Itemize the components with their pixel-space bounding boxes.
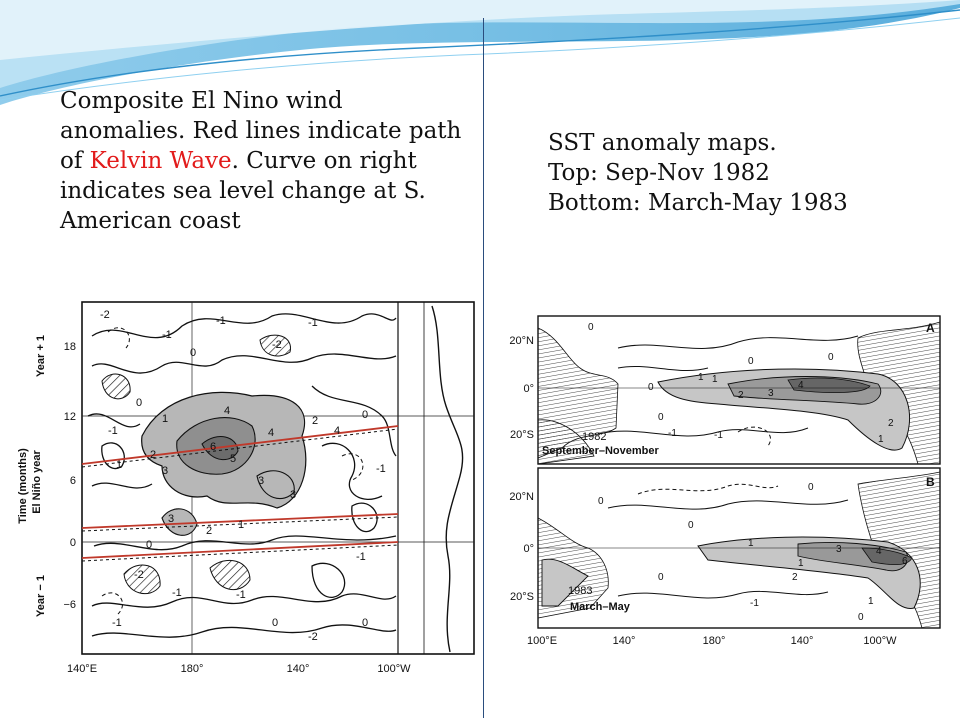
svg-text:20°N: 20°N [509, 335, 534, 347]
y-axis-title-el-nino-year: El Niño year [31, 450, 43, 514]
svg-text:0: 0 [598, 496, 604, 507]
svg-text:-2: -2 [272, 339, 282, 351]
svg-text:2: 2 [738, 390, 744, 401]
caption-right-line3: Bottom: March-May 1983 [548, 190, 848, 216]
svg-text:180°: 180° [702, 635, 726, 647]
svg-text:1: 1 [748, 538, 754, 549]
hovmoller-svg [12, 296, 482, 684]
svg-text:-1: -1 [112, 617, 122, 629]
svg-text:0: 0 [688, 520, 694, 531]
label-year-plus-one: Year + 1 [35, 335, 47, 377]
svg-text:-1: -1 [108, 425, 118, 437]
svg-text:0: 0 [136, 397, 143, 409]
caption-sst-maps [548, 128, 928, 218]
svg-text:-2: -2 [134, 569, 144, 581]
svg-text:140°: 140° [612, 635, 636, 647]
svg-text:20°S: 20°S [510, 429, 534, 441]
svg-text:1: 1 [798, 558, 804, 569]
svg-text:4: 4 [334, 425, 341, 437]
svg-text:0: 0 [362, 617, 369, 629]
svg-text:-1: -1 [668, 428, 677, 439]
svg-text:3: 3 [162, 465, 169, 477]
label-year-minus-one: Year − 1 [35, 575, 47, 617]
svg-text:100°W: 100°W [863, 635, 897, 647]
svg-text:1: 1 [878, 434, 884, 445]
svg-text:5: 5 [230, 453, 237, 465]
panel-b-letter: B [926, 475, 935, 489]
sst-lon-labels [527, 635, 897, 647]
svg-text:0: 0 [69, 537, 76, 549]
svg-text:0: 0 [190, 347, 197, 359]
svg-text:0: 0 [146, 539, 153, 551]
svg-text:140°: 140° [286, 663, 310, 675]
x-axis-ticks [67, 663, 411, 675]
svg-text:0: 0 [658, 572, 664, 583]
wind-anomaly-hovmoller-figure [12, 296, 482, 684]
svg-text:4: 4 [268, 427, 275, 439]
svg-text:-1: -1 [714, 430, 723, 441]
svg-text:100°W: 100°W [377, 663, 411, 675]
svg-text:20°N: 20°N [509, 491, 534, 503]
svg-text:-1: -1 [216, 315, 226, 327]
svg-text:1: 1 [162, 413, 169, 425]
svg-text:-1: -1 [236, 589, 246, 601]
svg-text:-1: -1 [172, 587, 182, 599]
svg-text:2: 2 [206, 525, 213, 537]
kelvin-wave-highlight: Kelvin Wave [89, 148, 232, 174]
svg-text:-1: -1 [162, 329, 172, 341]
svg-text:1: 1 [116, 459, 123, 471]
svg-text:3: 3 [168, 513, 175, 525]
panel-a-year: 1982 [582, 431, 607, 443]
svg-text:0: 0 [808, 482, 814, 493]
caption-right-line1: SST anomaly maps. [548, 130, 777, 156]
svg-text:0: 0 [658, 412, 664, 423]
svg-text:0: 0 [362, 409, 369, 421]
sst-anomaly-maps-figure [498, 308, 946, 658]
svg-text:3: 3 [290, 489, 297, 501]
svg-text:0: 0 [828, 352, 834, 363]
caption-wind-anomalies [60, 86, 470, 236]
panel-a-letter: A [926, 321, 935, 335]
svg-text:140°E: 140°E [66, 663, 98, 675]
svg-text:2: 2 [150, 449, 157, 461]
svg-text:−6: −6 [63, 599, 76, 611]
svg-text:6: 6 [69, 475, 76, 487]
svg-text:1: 1 [712, 374, 718, 385]
svg-text:1: 1 [698, 372, 704, 383]
sst-maps-svg [498, 308, 946, 658]
y-axis-title-time: Time (months) [17, 448, 29, 524]
svg-text:0: 0 [858, 612, 864, 623]
panel-a-season: September–November [542, 445, 659, 457]
panel-b-year: 1983 [568, 585, 593, 597]
svg-text:0°: 0° [523, 543, 534, 555]
svg-text:0: 0 [648, 382, 654, 393]
svg-text:2: 2 [312, 415, 319, 427]
svg-text:4: 4 [224, 405, 231, 417]
svg-text:100°E: 100°E [526, 635, 558, 647]
svg-text:0: 0 [272, 617, 279, 629]
caption-left-part2: . Curve on right indicates sea level change at S. American coast [60, 148, 426, 234]
svg-text:0: 0 [748, 356, 754, 367]
caption-left-part1: Composite El Nino wind anomalies. Red lines indicate path of [60, 88, 462, 174]
svg-text:3: 3 [836, 544, 842, 555]
svg-text:3: 3 [258, 475, 265, 487]
svg-text:1: 1 [868, 596, 874, 607]
svg-text:6: 6 [210, 441, 217, 453]
svg-text:12: 12 [63, 411, 76, 423]
svg-text:0°: 0° [523, 383, 534, 395]
svg-text:20°S: 20°S [510, 591, 534, 603]
svg-text:6: 6 [902, 556, 908, 567]
sst-panel-b [538, 468, 940, 628]
svg-text:3: 3 [768, 388, 774, 399]
svg-text:140°: 140° [790, 635, 814, 647]
svg-text:180°: 180° [180, 663, 204, 675]
sst-lat-labels [509, 335, 534, 603]
svg-text:0: 0 [588, 322, 594, 333]
svg-text:4: 4 [798, 380, 804, 391]
svg-text:2: 2 [792, 572, 798, 583]
svg-text:-2: -2 [100, 309, 110, 321]
caption-right-line2: Top: Sep-Nov 1982 [548, 160, 770, 186]
y-axis-ticks [63, 341, 76, 611]
svg-text:-1: -1 [376, 463, 386, 475]
sst-panel-a [538, 316, 940, 464]
svg-text:-2: -2 [308, 631, 318, 643]
svg-text:1: 1 [238, 519, 245, 531]
column-divider [483, 18, 484, 718]
svg-text:2: 2 [888, 418, 894, 429]
panel-b-season: March–May [570, 601, 630, 613]
svg-text:-1: -1 [356, 551, 366, 563]
svg-text:18: 18 [63, 341, 76, 353]
svg-text:-1: -1 [750, 598, 759, 609]
svg-text:-1: -1 [308, 317, 318, 329]
svg-text:4: 4 [876, 546, 882, 557]
